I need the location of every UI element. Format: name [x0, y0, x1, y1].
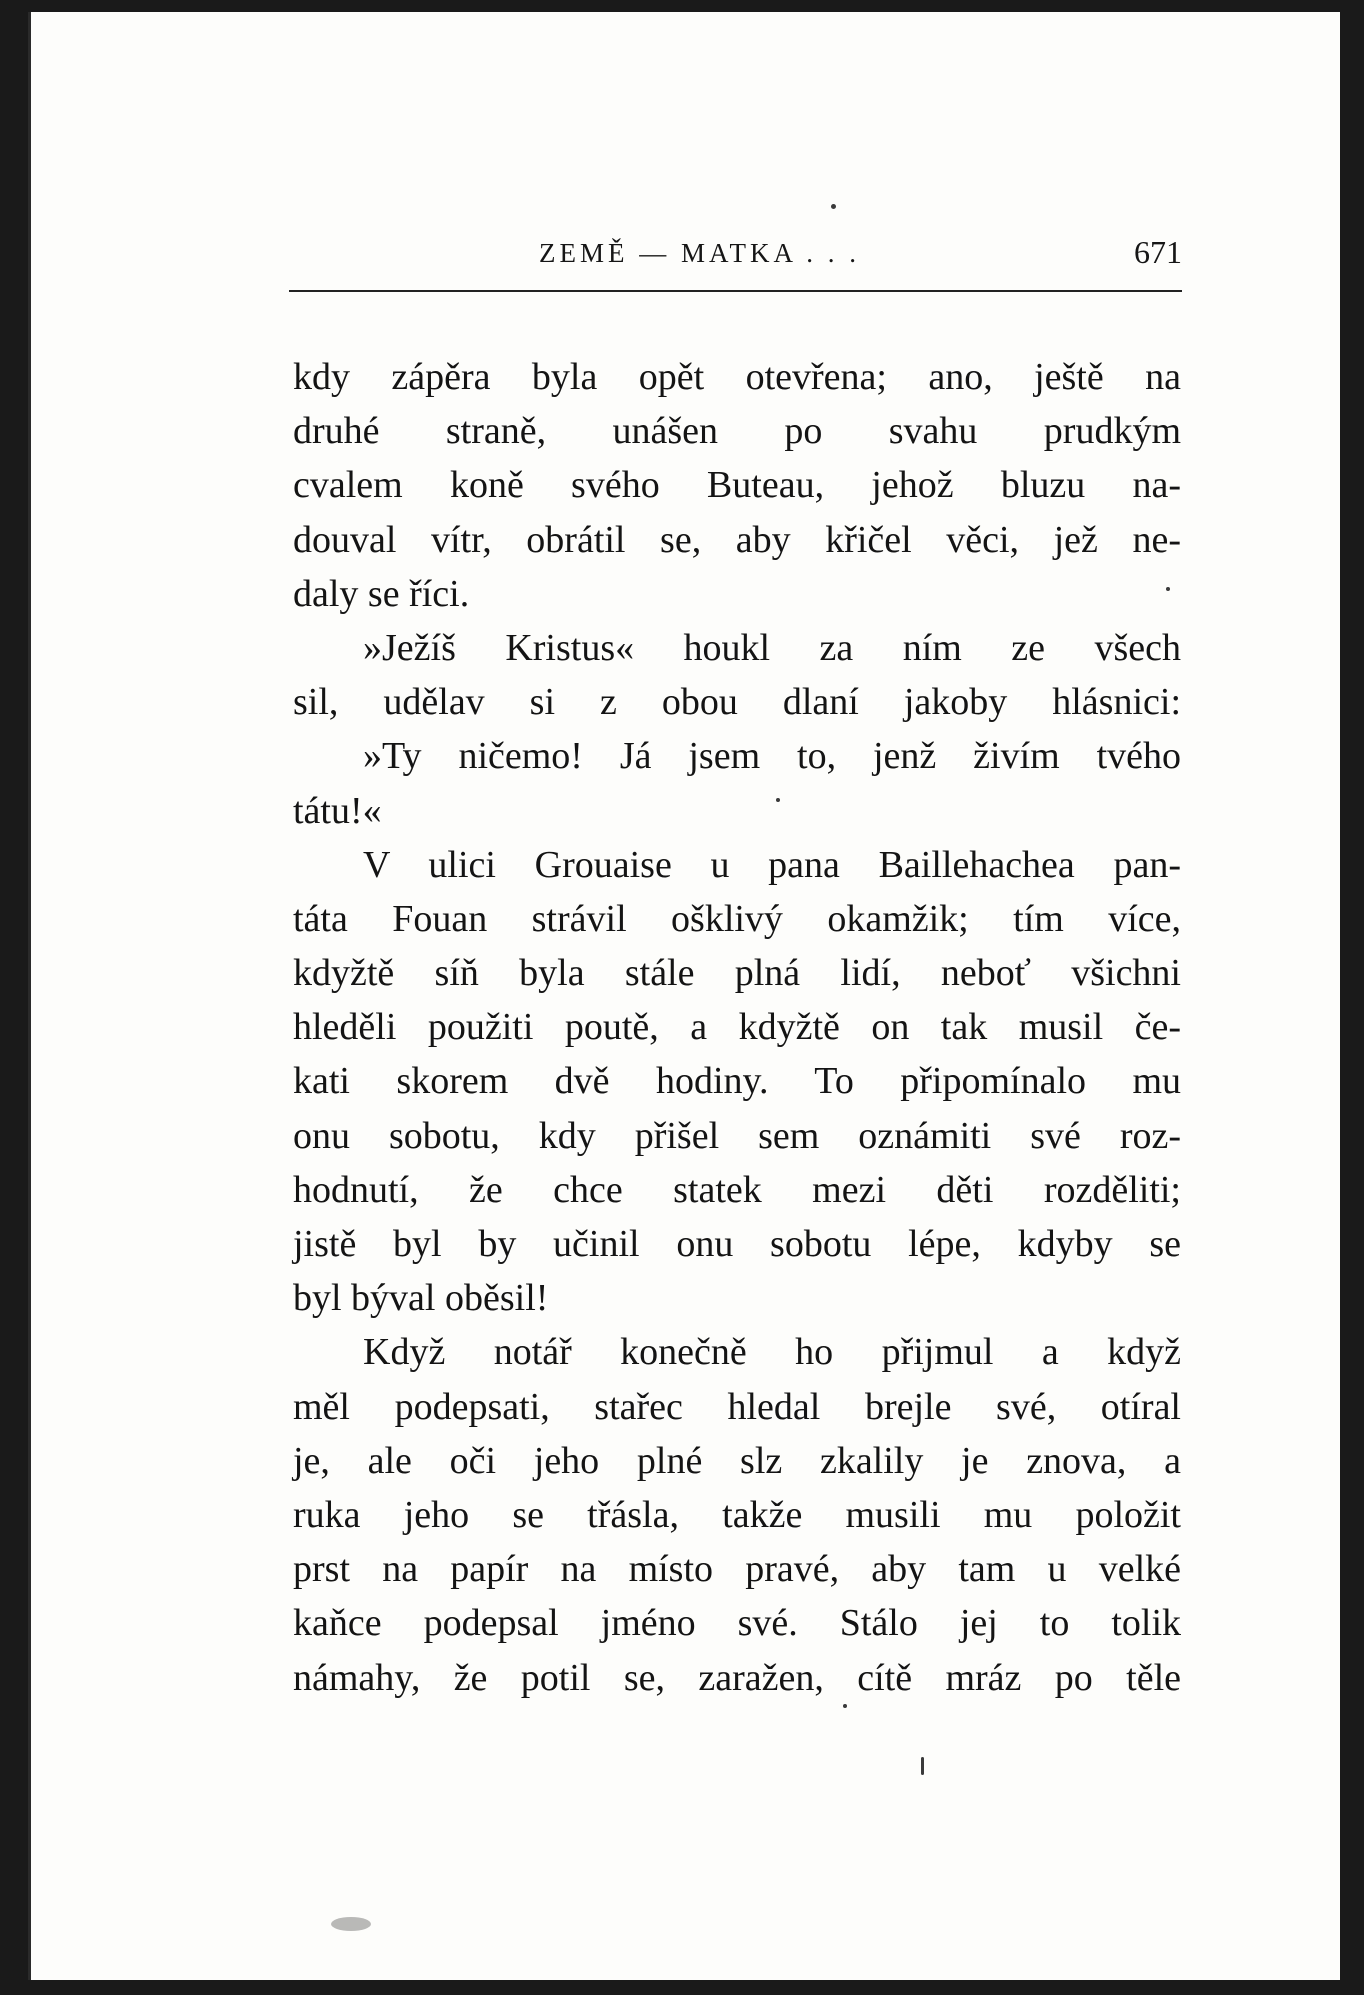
text-line: »Ty ničemo! Já jsem to, jenž živím tvého [363, 735, 1181, 778]
print-speck [831, 204, 836, 209]
text-line: je, ale oči jeho plné slz zkalily je znova, a [293, 1439, 1181, 1482]
print-speck [331, 1917, 371, 1931]
text-line: námahy, že potil se, zaražen, cítě mráz po těle [293, 1656, 1181, 1699]
text-line: hodnutí, že chce statek mezi děti rozděliti; [293, 1168, 1181, 1211]
text-line: hleděli použiti poutě, a kdyžtě on tak musil če- [293, 1006, 1181, 1049]
text-line: V ulici Grouaise u pana Baillehachea pan- [363, 843, 1181, 886]
print-speck [921, 1757, 924, 1775]
text-line: byl býval oběsil! [293, 1277, 549, 1320]
text-line: daly se říci. [293, 572, 470, 615]
text-line: sil, udělav si z obou dlaní jakoby hlásnici: [293, 681, 1181, 724]
text-line: ruka jeho se třásla, takže musili mu položit [293, 1493, 1181, 1536]
text-line: kdy zápěra byla opět otevřena; ano, ještě na [293, 356, 1181, 398]
book-page [28, 12, 1340, 1980]
text-line: kati skorem dvě hodiny. To připomínalo mu [293, 1060, 1181, 1103]
text-line: druhé straně, unášen po svahu prudkým [293, 410, 1181, 453]
text-line: douval vítr, obrátil se, aby křičel věci, jež ne- [293, 518, 1181, 561]
text-line: měl podepsati, stařec hledal brejle své, otíral [293, 1385, 1181, 1428]
text-line: kdyžtě síň byla stále plná lidí, neboť všichni [293, 952, 1181, 995]
text-line: jistě byl by učinil onu sobotu lépe, kdyby se [293, 1223, 1181, 1265]
page-header [289, 234, 1182, 292]
text-line: prst na papír na místo pravé, aby tam u velké [293, 1548, 1181, 1591]
print-speck [1166, 587, 1170, 591]
print-speck [776, 798, 780, 802]
body-text [293, 350, 1181, 1705]
text-line: onu sobotu, kdy přišel sem oznámiti své roz- [293, 1114, 1181, 1157]
text-line: táta Fouan strávil ošklivý okamžik; tím více, [293, 897, 1181, 940]
text-line: tátu!« [293, 789, 382, 832]
text-line: »Ježíš Kristus« houkl za ním ze všech [363, 626, 1181, 669]
print-speck [843, 1704, 847, 1708]
running-title: ZEMĚ — MATKA . . . [539, 238, 860, 268]
text-line: Když notář konečně ho přijmul a když [363, 1331, 1181, 1374]
text-line: cvalem koně svého Buteau, jehož bluzu na- [293, 464, 1181, 507]
text-line: kaňce podepsal jméno své. Stálo jej to tolik [293, 1602, 1181, 1645]
page-number: 671 [1134, 234, 1182, 270]
